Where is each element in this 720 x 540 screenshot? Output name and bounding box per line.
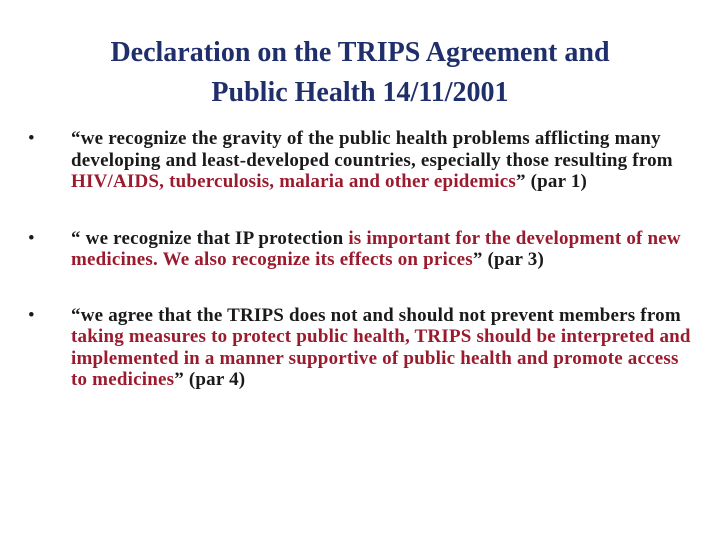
bullet-item-par-3 — [28, 228, 698, 271]
quote-text: “we agree that the TRIPS does not and should not prevent members from — [71, 304, 681, 326]
bullet-item-par-1 — [28, 128, 698, 193]
title-line-2: Public Health 14/11/2001 — [211, 77, 509, 108]
paragraph-reference: ” (par 1) — [515, 171, 588, 192]
title-line-1: Declaration on the TRIPS Agreement and — [110, 37, 610, 68]
quote-text: “we recognize the gravity of the public health problems afflicting many developing and least-developed countries, especially those resulting from — [71, 128, 673, 171]
paragraph-reference: ” (par 4) — [174, 369, 246, 390]
quote-text: “ we recognize that IP protection — [71, 227, 349, 249]
bullet-text — [71, 228, 698, 271]
bullet-dot-icon: • — [28, 128, 35, 149]
bullet-item-par-4 — [28, 305, 698, 391]
bullet-dot-icon: • — [28, 227, 35, 249]
quote-emphasis: is important for the development of new medicines. We also recognize its effects on prices — [71, 227, 681, 270]
bullet-text — [71, 128, 698, 193]
quote-emphasis: taking measures to protect public health, TRIPS should be interpreted and implemented in a manner supportive of public health and promote access to medicines — [71, 326, 691, 390]
bullet-dot-icon: • — [28, 304, 35, 326]
bullet-list — [28, 128, 698, 391]
quote-emphasis: HIV/AIDS, tuberculosis, malaria and other epidemics — [71, 171, 516, 192]
paragraph-reference: ” (par 3) — [472, 249, 544, 270]
slide-title — [40, 33, 680, 113]
bullet-text — [71, 305, 698, 391]
